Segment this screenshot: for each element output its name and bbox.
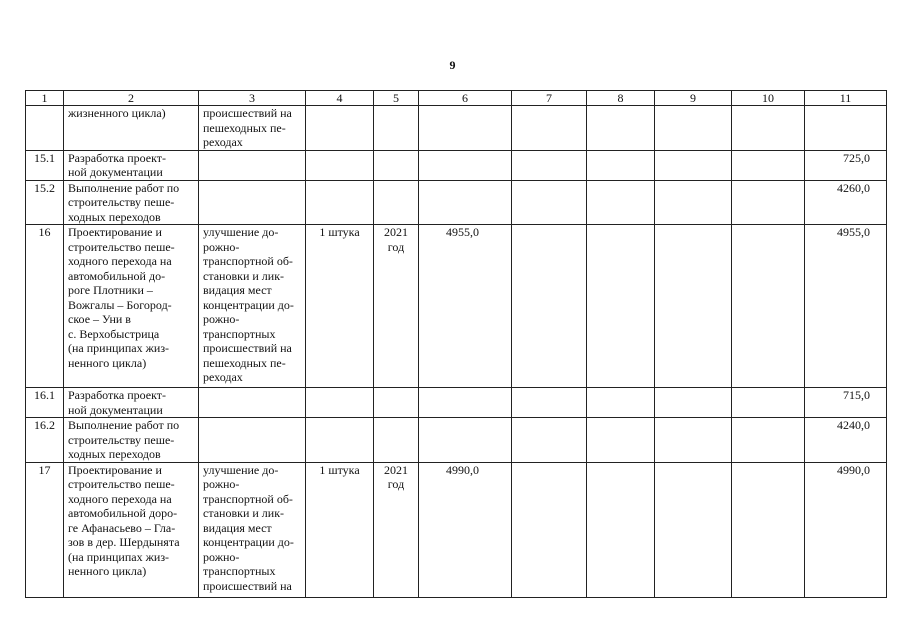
table-cell: [587, 225, 655, 388]
table-cell: [419, 106, 512, 151]
table-cell: [374, 150, 419, 180]
table-cell: [732, 418, 805, 463]
column-header: 8: [587, 91, 655, 106]
table-cell: [199, 418, 306, 463]
table-cell: жизненного цикла): [64, 106, 199, 151]
table-cell: [587, 150, 655, 180]
table-row: [26, 180, 887, 225]
table-cell: Проектирование и строительство пеше- ходного перехода на автомобильной доро- ге Афанасьево – Гла- зов в дер. Шердынята (на принципах жиз- ненного цикла): [64, 462, 199, 597]
table-cell: [512, 418, 587, 463]
table-body: [26, 91, 887, 598]
table-row: [26, 106, 887, 151]
column-header: 5: [374, 91, 419, 106]
table-cell: [374, 388, 419, 418]
table-cell: [587, 462, 655, 597]
table-cell: 2021 год: [374, 225, 419, 388]
table-cell: [655, 150, 732, 180]
table-cell: [419, 150, 512, 180]
table-cell: 15.1: [26, 150, 64, 180]
table-cell: [199, 388, 306, 418]
column-header: 1: [26, 91, 64, 106]
table-cell: [306, 150, 374, 180]
table-cell: [374, 180, 419, 225]
table-cell: 4955,0: [419, 225, 512, 388]
table-cell: 4955,0: [805, 225, 887, 388]
table-cell: [655, 106, 732, 151]
table-cell: 16.1: [26, 388, 64, 418]
table-cell: 15.2: [26, 180, 64, 225]
table-cell: [732, 106, 805, 151]
table-row: [26, 388, 887, 418]
table-row: [26, 462, 887, 597]
table-cell: 715,0: [805, 388, 887, 418]
table-cell: [732, 388, 805, 418]
table-cell: Разработка проект- ной документации: [64, 150, 199, 180]
table-cell: происшествий на пешеходных пе- реходах: [199, 106, 306, 151]
table-cell: [419, 388, 512, 418]
table-cell: [512, 106, 587, 151]
table-cell: [199, 180, 306, 225]
table-cell: Проектирование и строительство пеше- ходного перехода на автомобильной до- роге Плотники – Вожгалы – Богород- ское – Уни в с. Верхобыстрица (на принципах жиз- ненного цикла): [64, 225, 199, 388]
column-header: 4: [306, 91, 374, 106]
table-cell: [419, 180, 512, 225]
table-cell: 4990,0: [419, 462, 512, 597]
table-cell: [374, 418, 419, 463]
table-cell: [655, 462, 732, 597]
table-cell: 2021 год: [374, 462, 419, 597]
table-cell: [587, 418, 655, 463]
column-header: 10: [732, 91, 805, 106]
table-cell: Выполнение работ по строительству пеше- ходных переходов: [64, 418, 199, 463]
table-row: [26, 225, 887, 388]
table-cell: 4260,0: [805, 180, 887, 225]
table-cell: [805, 106, 887, 151]
table-cell: [732, 462, 805, 597]
table-cell: улучшение до- рожно- транспортной об- становки и лик- видация мест концентрации до- рожно- транспортных происшествий на: [199, 462, 306, 597]
table-cell: [587, 106, 655, 151]
table-cell: 725,0: [805, 150, 887, 180]
table-row: [26, 418, 887, 463]
table-cell: [732, 150, 805, 180]
table-cell: [306, 418, 374, 463]
table-cell: [512, 180, 587, 225]
column-header: 3: [199, 91, 306, 106]
table-cell: Выполнение работ по строительству пеше- ходных переходов: [64, 180, 199, 225]
page-number: 9: [449, 58, 456, 72]
data-table: [25, 90, 887, 598]
column-header: 7: [512, 91, 587, 106]
table-cell: [655, 180, 732, 225]
table-cell: [587, 388, 655, 418]
table-cell: [306, 388, 374, 418]
table-cell: [655, 418, 732, 463]
table-cell: [419, 418, 512, 463]
column-header: 9: [655, 91, 732, 106]
column-header: 2: [64, 91, 199, 106]
table-cell: [512, 388, 587, 418]
column-header: 6: [419, 91, 512, 106]
table-cell: 16.2: [26, 418, 64, 463]
table-cell: 4240,0: [805, 418, 887, 463]
table-cell: 1 штука: [306, 225, 374, 388]
table-cell: Разработка проект- ной документации: [64, 388, 199, 418]
table-cell: [374, 106, 419, 151]
table-cell: 17: [26, 462, 64, 597]
table-cell: 1 штука: [306, 462, 374, 597]
column-header: 11: [805, 91, 887, 106]
table-row: [26, 150, 887, 180]
table-cell: [655, 388, 732, 418]
table-cell: [732, 180, 805, 225]
table-cell: [306, 180, 374, 225]
table-cell: [732, 225, 805, 388]
table-cell: [587, 180, 655, 225]
table-cell: [306, 106, 374, 151]
table-cell: [512, 150, 587, 180]
table-cell: [199, 150, 306, 180]
table-cell: [512, 225, 587, 388]
header-row: [26, 91, 887, 106]
table-cell: 16: [26, 225, 64, 388]
table-cell: [512, 462, 587, 597]
table-cell: [655, 225, 732, 388]
table-cell: [26, 106, 64, 151]
table-cell: 4990,0: [805, 462, 887, 597]
table-cell: улучшение до- рожно- транспортной об- становки и лик- видация мест концентрации до- рожно- транспортных происшествий на пешеходных пе- реходах: [199, 225, 306, 388]
